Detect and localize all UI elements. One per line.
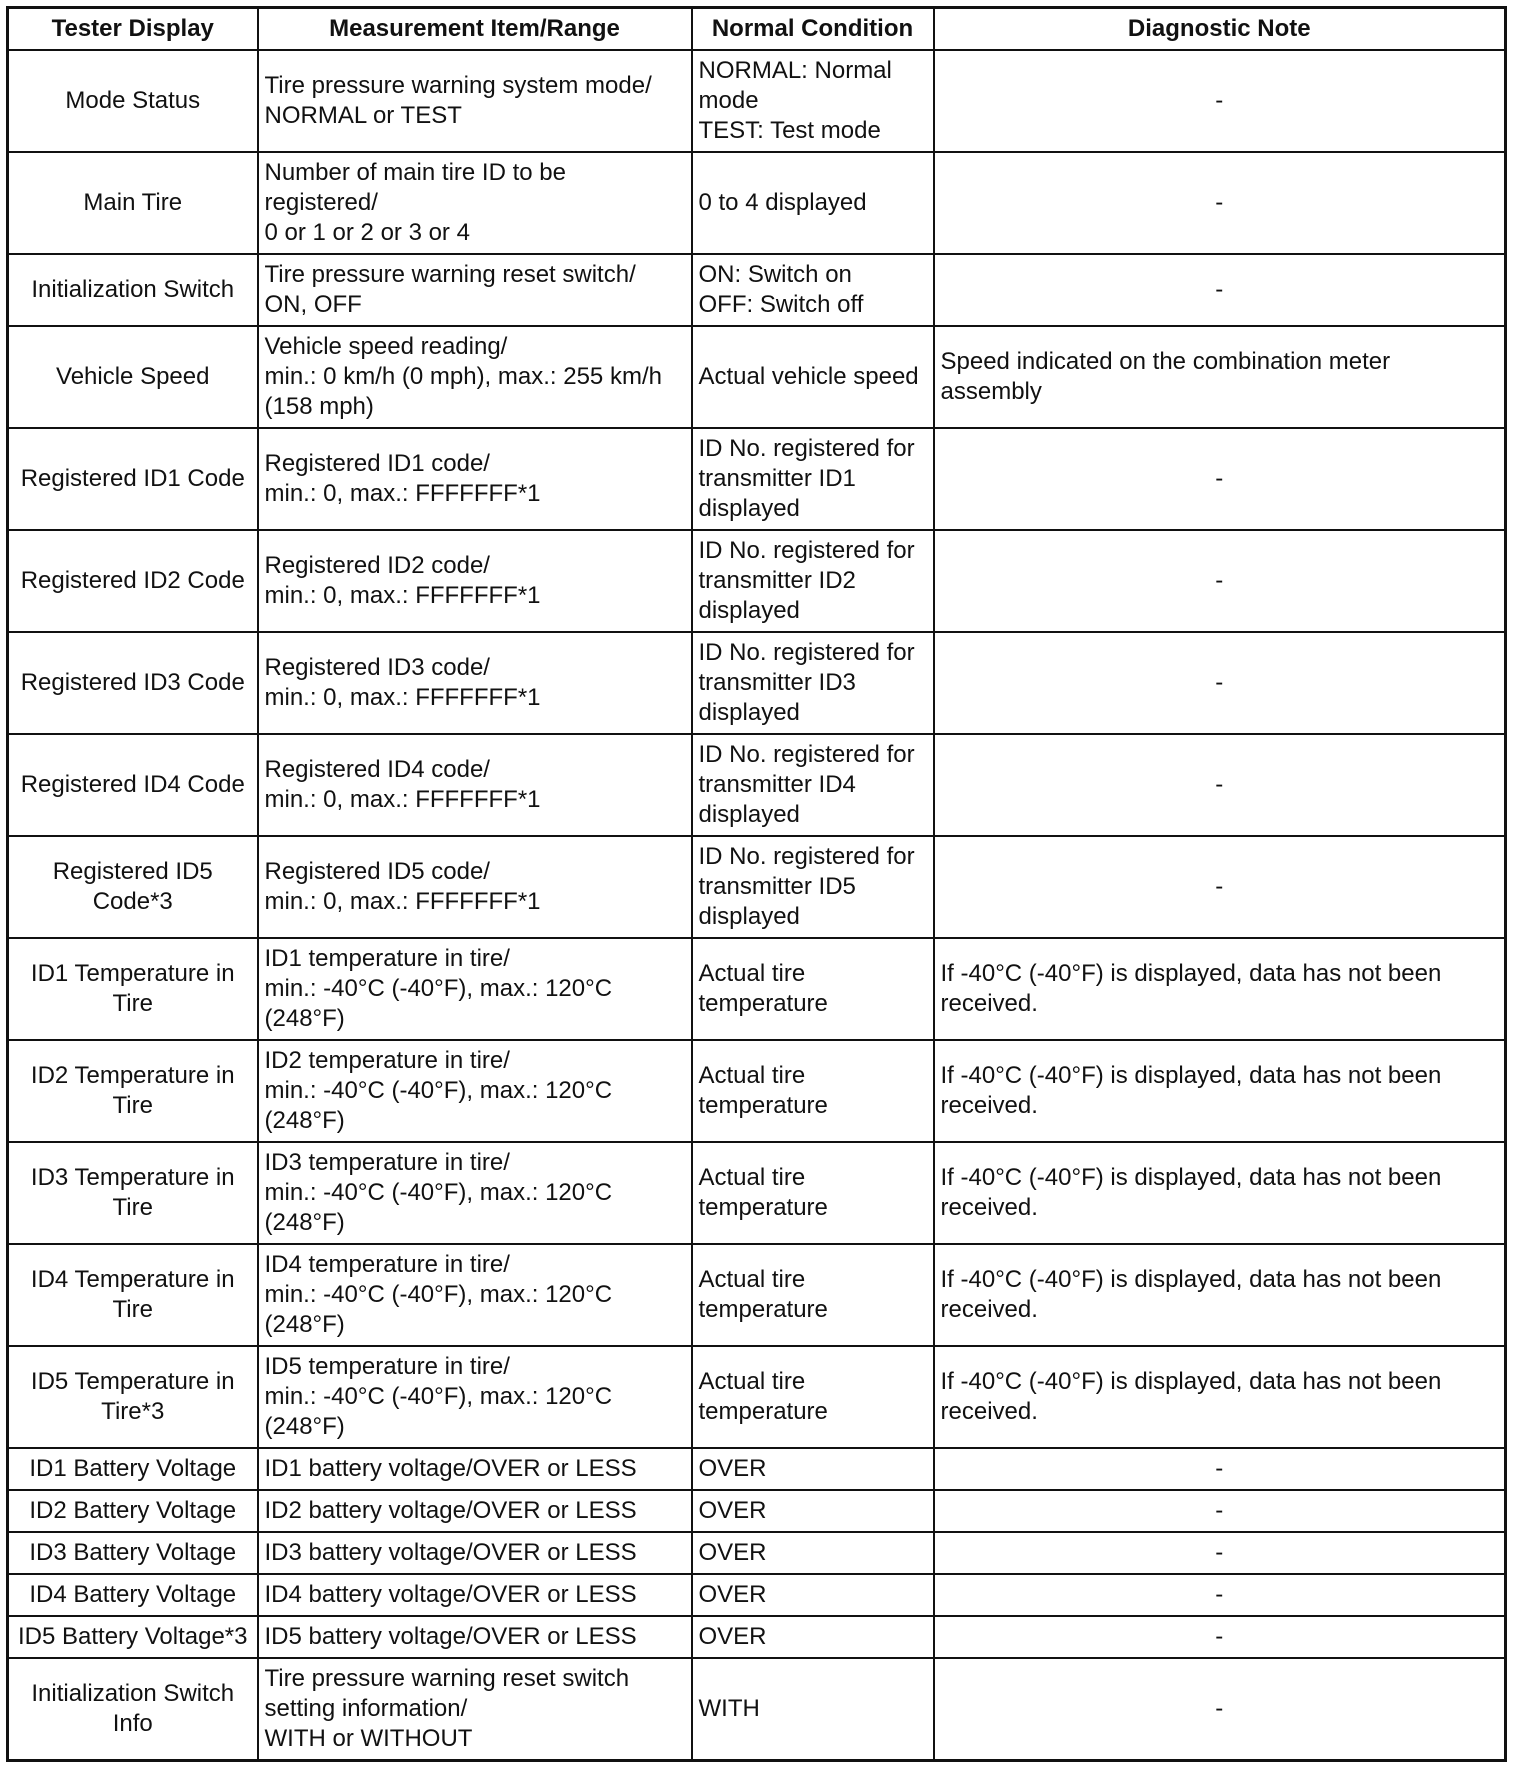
measurement-item-cell xyxy=(258,1490,692,1532)
cell-text: ID2 temperature in tire/ min.: -40°C (-40°F), max.: 120°C (248°F) xyxy=(264,1047,613,1134)
diagnostic-note-cell xyxy=(934,254,1506,326)
cell-text: If -40°C (-40°F) is displayed, data has not been received. xyxy=(940,1368,1442,1425)
cell-text: - xyxy=(1215,1695,1224,1722)
cell-text: If -40°C (-40°F) is displayed, data has not been received. xyxy=(940,960,1442,1017)
normal-condition-cell xyxy=(692,1448,934,1490)
normal-condition-cell xyxy=(692,1574,934,1616)
normal-condition-cell xyxy=(692,530,934,632)
measurement-item-cell xyxy=(258,734,692,836)
normal-condition-cell xyxy=(692,734,934,836)
normal-condition-cell xyxy=(692,428,934,530)
cell-text: ID3 temperature in tire/ min.: -40°C (-40°F), max.: 120°C (248°F) xyxy=(264,1149,613,1236)
tester-display-cell xyxy=(8,530,258,632)
table-row xyxy=(8,1040,1506,1142)
cell-text: Vehicle speed reading/ min.: 0 km/h (0 mph), max.: 255 km/h (158 mph) xyxy=(264,333,662,420)
normal-condition-cell xyxy=(692,1142,934,1244)
cell-text: - xyxy=(1215,465,1224,492)
cell-text: Mode Status xyxy=(65,87,201,114)
cell-text: ID No. registered for transmitter ID1 displayed xyxy=(698,435,915,522)
table-row xyxy=(8,836,1506,938)
cell-text: - xyxy=(1215,567,1224,594)
measurement-item-cell xyxy=(258,1244,692,1346)
table-row xyxy=(8,1574,1506,1616)
cell-text: Registered ID3 Code xyxy=(20,669,245,696)
cell-text: - xyxy=(1215,1581,1224,1608)
diagnostic-note-cell xyxy=(934,1490,1506,1532)
data-list-sheet xyxy=(6,6,1504,1762)
cell-text: ID4 Battery Voltage xyxy=(29,1581,237,1608)
cell-text: If -40°C (-40°F) is displayed, data has not been received. xyxy=(940,1062,1442,1119)
cell-text: WITH xyxy=(698,1695,760,1722)
cell-text: ON: Switch on OFF: Switch off xyxy=(698,261,864,318)
cell-text: Tire pressure warning reset switch setting information/ WITH or WITHOUT xyxy=(264,1665,630,1752)
measurement-item-cell xyxy=(258,1658,692,1761)
diagnostic-note-cell xyxy=(934,938,1506,1040)
cell-text: OVER xyxy=(698,1581,767,1608)
tester-display-cell xyxy=(8,632,258,734)
cell-text: If -40°C (-40°F) is displayed, data has not been received. xyxy=(940,1164,1442,1221)
measurement-item-cell xyxy=(258,836,692,938)
cell-text: Actual tire temperature xyxy=(698,1164,828,1221)
cell-text: NORMAL: Normal mode TEST: Test mode xyxy=(698,57,892,144)
tester-display-cell xyxy=(8,1574,258,1616)
cell-text: Actual tire temperature xyxy=(698,1062,828,1119)
diagnostic-note-cell xyxy=(934,632,1506,734)
normal-condition-cell xyxy=(692,1490,934,1532)
cell-text: OVER xyxy=(698,1539,767,1566)
cell-text: Tire pressure warning reset switch/ ON, OFF xyxy=(264,261,636,318)
cell-text: Speed indicated on the combination meter assembly xyxy=(940,348,1391,405)
cell-text: - xyxy=(1215,189,1224,216)
measurement-item-cell xyxy=(258,938,692,1040)
cell-text: Vehicle Speed xyxy=(56,363,210,390)
cell-text: Registered ID5 Code*3 xyxy=(52,858,213,915)
table-row xyxy=(8,1448,1506,1490)
cell-text: ID1 Battery Voltage xyxy=(29,1455,237,1482)
diagnostic-note-cell xyxy=(934,836,1506,938)
normal-condition-cell xyxy=(692,1532,934,1574)
cell-text: ID3 Battery Voltage xyxy=(29,1539,237,1566)
cell-text: ID5 battery voltage/OVER or LESS xyxy=(264,1623,637,1650)
cell-text: Registered ID1 code/ min.: 0, max.: FFFFFFF*1 xyxy=(264,450,541,507)
tester-display-cell xyxy=(8,836,258,938)
tester-display-cell xyxy=(8,1658,258,1761)
diagnostic-note-cell xyxy=(934,1142,1506,1244)
diagnostic-note-cell xyxy=(934,1616,1506,1658)
tester-display-cell xyxy=(8,938,258,1040)
column-header-diagnostic-note: Diagnostic Note xyxy=(934,8,1506,51)
cell-text: Tire pressure warning system mode/ NORMAL or TEST xyxy=(264,72,652,129)
diagnostic-note-cell xyxy=(934,50,1506,152)
diagnostic-note-cell xyxy=(934,530,1506,632)
normal-condition-cell xyxy=(692,1346,934,1448)
measurement-item-cell xyxy=(258,428,692,530)
tester-display-cell xyxy=(8,254,258,326)
tester-display-cell xyxy=(8,1346,258,1448)
normal-condition-cell xyxy=(692,254,934,326)
cell-text: OVER xyxy=(698,1623,767,1650)
cell-text: Actual tire temperature xyxy=(698,1368,828,1425)
cell-text: Actual vehicle speed xyxy=(698,363,919,390)
cell-text: Registered ID4 code/ min.: 0, max.: FFFFFFF*1 xyxy=(264,756,541,813)
cell-text: 0 to 4 displayed xyxy=(698,189,867,216)
normal-condition-cell xyxy=(692,1616,934,1658)
cell-text: ID5 Temperature in Tire*3 xyxy=(30,1368,235,1425)
cell-text: ID2 battery voltage/OVER or LESS xyxy=(264,1497,637,1524)
normal-condition-cell xyxy=(692,1658,934,1761)
diagnostic-note-cell xyxy=(934,1574,1506,1616)
cell-text: ID No. registered for transmitter ID3 displayed xyxy=(698,639,915,726)
diagnostic-note-cell xyxy=(934,1658,1506,1761)
cell-text: - xyxy=(1215,669,1224,696)
data-list-table xyxy=(6,6,1507,1762)
cell-text: Initialization Switch Info xyxy=(31,1680,235,1737)
table-row xyxy=(8,1346,1506,1448)
cell-text: ID5 temperature in tire/ min.: -40°C (-40°F), max.: 120°C (248°F) xyxy=(264,1353,613,1440)
cell-text: - xyxy=(1215,1497,1224,1524)
tester-display-cell xyxy=(8,152,258,254)
measurement-item-cell xyxy=(258,1040,692,1142)
table-row xyxy=(8,1244,1506,1346)
table-row xyxy=(8,428,1506,530)
normal-condition-cell xyxy=(692,632,934,734)
column-header-measurement-item-range: Measurement Item/Range xyxy=(258,8,692,51)
tester-display-cell xyxy=(8,1448,258,1490)
cell-text: Actual tire temperature xyxy=(698,1266,828,1323)
cell-text: Main Tire xyxy=(83,189,183,216)
diagnostic-note-cell xyxy=(934,326,1506,428)
cell-text: ID No. registered for transmitter ID5 displayed xyxy=(698,843,915,930)
measurement-item-cell xyxy=(258,1616,692,1658)
cell-text: OVER xyxy=(698,1455,767,1482)
measurement-item-cell xyxy=(258,1346,692,1448)
cell-text: ID3 Temperature in Tire xyxy=(30,1164,235,1221)
cell-text: Registered ID5 code/ min.: 0, max.: FFFFFFF*1 xyxy=(264,858,541,915)
cell-text: - xyxy=(1215,873,1224,900)
cell-text: Actual tire temperature xyxy=(698,960,828,1017)
cell-text: ID2 Temperature in Tire xyxy=(30,1062,235,1119)
measurement-item-cell xyxy=(258,326,692,428)
tester-display-cell xyxy=(8,428,258,530)
tester-display-cell xyxy=(8,1040,258,1142)
normal-condition-cell xyxy=(692,50,934,152)
cell-text: If -40°C (-40°F) is displayed, data has not been received. xyxy=(940,1266,1442,1323)
cell-text: ID5 Battery Voltage*3 xyxy=(18,1623,248,1650)
diagnostic-note-cell xyxy=(934,1346,1506,1448)
cell-text: - xyxy=(1215,87,1224,114)
cell-text: ID No. registered for transmitter ID2 displayed xyxy=(698,537,915,624)
table-row xyxy=(8,1142,1506,1244)
diagnostic-note-cell xyxy=(934,428,1506,530)
table-row xyxy=(8,152,1506,254)
cell-text: Registered ID2 Code xyxy=(20,567,245,594)
cell-text: ID3 battery voltage/OVER or LESS xyxy=(264,1539,637,1566)
column-header-normal-condition: Normal Condition xyxy=(692,8,934,51)
measurement-item-cell xyxy=(258,1532,692,1574)
table-row xyxy=(8,1532,1506,1574)
table-row xyxy=(8,734,1506,836)
tester-display-cell xyxy=(8,50,258,152)
normal-condition-cell xyxy=(692,1244,934,1346)
normal-condition-cell xyxy=(692,938,934,1040)
diagnostic-note-cell xyxy=(934,1244,1506,1346)
cell-text: ID1 temperature in tire/ min.: -40°C (-40°F), max.: 120°C (248°F) xyxy=(264,945,613,1032)
table-row xyxy=(8,50,1506,152)
diagnostic-note-cell xyxy=(934,734,1506,836)
table-row xyxy=(8,1616,1506,1658)
cell-text: ID1 Temperature in Tire xyxy=(30,960,235,1017)
cell-text: Number of main tire ID to be registered/ 0 or 1 or 2 or 3 or 4 xyxy=(264,159,566,246)
cell-text: ID1 battery voltage/OVER or LESS xyxy=(264,1455,637,1482)
cell-text: Registered ID3 code/ min.: 0, max.: FFFFFFF*1 xyxy=(264,654,541,711)
cell-text: ID4 Temperature in Tire xyxy=(30,1266,235,1323)
table-row xyxy=(8,326,1506,428)
diagnostic-note-cell xyxy=(934,1448,1506,1490)
normal-condition-cell xyxy=(692,152,934,254)
measurement-item-cell xyxy=(258,1142,692,1244)
cell-text: - xyxy=(1215,1455,1224,1482)
measurement-item-cell xyxy=(258,632,692,734)
table-header xyxy=(8,8,1506,51)
diagnostic-note-cell xyxy=(934,1532,1506,1574)
tester-display-cell xyxy=(8,734,258,836)
tester-display-cell xyxy=(8,1244,258,1346)
measurement-item-cell xyxy=(258,50,692,152)
tester-display-cell xyxy=(8,1532,258,1574)
cell-text: - xyxy=(1215,771,1224,798)
tester-display-cell xyxy=(8,1142,258,1244)
cell-text: Registered ID1 Code xyxy=(20,465,245,492)
cell-text: - xyxy=(1215,1623,1224,1650)
normal-condition-cell xyxy=(692,326,934,428)
cell-text: - xyxy=(1215,276,1224,303)
cell-text: OVER xyxy=(698,1497,767,1524)
cell-text: Registered ID4 Code xyxy=(20,771,245,798)
diagnostic-note-cell xyxy=(934,152,1506,254)
tester-display-cell xyxy=(8,326,258,428)
table-row xyxy=(8,1658,1506,1761)
normal-condition-cell xyxy=(692,836,934,938)
tester-display-cell xyxy=(8,1616,258,1658)
measurement-item-cell xyxy=(258,1448,692,1490)
column-header-tester-display: Tester Display xyxy=(8,8,258,51)
table-row xyxy=(8,1490,1506,1532)
table-row xyxy=(8,254,1506,326)
diagnostic-note-cell xyxy=(934,1040,1506,1142)
cell-text: Registered ID2 code/ min.: 0, max.: FFFFFFF*1 xyxy=(264,552,541,609)
cell-text: Initialization Switch xyxy=(31,276,235,303)
measurement-item-cell xyxy=(258,152,692,254)
tester-display-cell xyxy=(8,1490,258,1532)
header-row xyxy=(8,8,1506,51)
table-row xyxy=(8,632,1506,734)
cell-text: ID4 battery voltage/OVER or LESS xyxy=(264,1581,637,1608)
table-row xyxy=(8,530,1506,632)
table-row xyxy=(8,938,1506,1040)
measurement-item-cell xyxy=(258,254,692,326)
cell-text: ID No. registered for transmitter ID4 displayed xyxy=(698,741,915,828)
measurement-item-cell xyxy=(258,1574,692,1616)
cell-text: ID2 Battery Voltage xyxy=(29,1497,237,1524)
normal-condition-cell xyxy=(692,1040,934,1142)
measurement-item-cell xyxy=(258,530,692,632)
cell-text: - xyxy=(1215,1539,1224,1566)
cell-text: ID4 temperature in tire/ min.: -40°C (-40°F), max.: 120°C (248°F) xyxy=(264,1251,613,1338)
table-body xyxy=(8,50,1506,1761)
